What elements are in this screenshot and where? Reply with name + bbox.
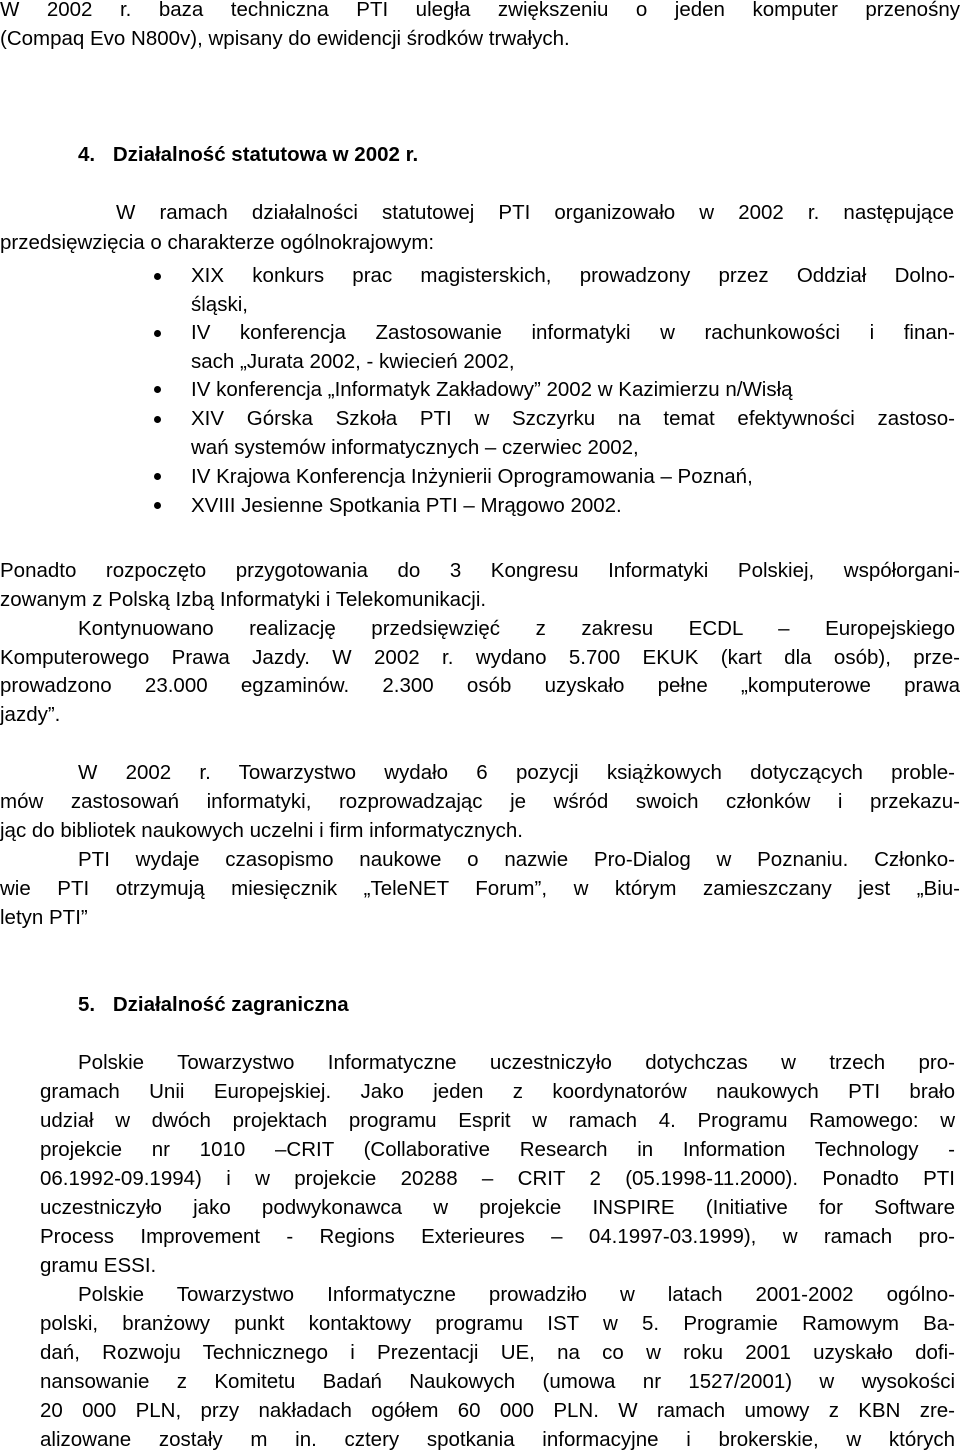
paragraph-line: projekcie nr 1010 –CRIT (Collaborative Research in Information Technology - (40, 1138, 955, 1161)
bullet-icon (154, 416, 161, 423)
section-title: Działalność statutowa w 2002 r. (112, 143, 419, 166)
paragraph-line: W ramach działalności statutowej PTI organizowało w 2002 r. następujące (116, 201, 954, 224)
list-item-line: IV Krajowa Konferencja Inżynierii Oprogramowania – Poznań, (191, 465, 753, 488)
paragraph-line: PTI wydaje czasopismo naukowe o nazwie Pro-Dialog w Poznaniu. Członko- (78, 848, 955, 871)
paragraph-line: Process Improvement - Regions Exterieures – 04.1997-03.1999), w ramach pro- (40, 1225, 955, 1248)
list-item-line: wań systemów informatycznych – czerwiec 2002, (191, 436, 639, 459)
list-item-line: śląski, (191, 293, 248, 316)
intro-line: W 2002 r. baza techniczna PTI uległa zwiększeniu o jeden komputer przenośny (0, 0, 960, 21)
paragraph-line: gramach Unii Europejskiej. Jako jeden z koordynatorów naukowych PTI brało (40, 1080, 955, 1103)
paragraph-line: Ponadto rozpoczęto przygotowania do 3 Kongresu Informatyki Polskiej, współorgani- (0, 559, 960, 582)
bullet-icon (154, 473, 161, 480)
paragraph-line: alizowane zostały m in. cztery spotkania informacyjne i brokerskie, w których (40, 1428, 955, 1451)
bullet-icon (154, 330, 161, 337)
paragraph-line: W 2002 r. Towarzystwo wydało 6 pozycji książkowych dotyczących proble- (78, 761, 955, 784)
section-number: 4. (78, 143, 96, 166)
bullet-icon (154, 386, 161, 393)
paragraph-line: jąc do bibliotek naukowych uczelni i firm informatycznych. (0, 819, 523, 842)
bullet-icon (154, 502, 161, 509)
paragraph-line: gramu ESSI. (40, 1254, 157, 1277)
paragraph-line: Polskie Towarzystwo Informatyczne uczestniczyło dotychczas w trzech pro- (78, 1051, 955, 1074)
section-number: 5. (78, 993, 96, 1016)
paragraph-line: przedsięwzięcia o charakterze ogólnokrajowym: (0, 231, 435, 254)
paragraph-line: udział w dwóch projektach programu Esprit w ramach 4. Programu Ramowego: w (40, 1109, 955, 1132)
list-item-line: XIX konkurs prac magisterskich, prowadzony przez Oddział Dolno- (191, 264, 955, 287)
paragraph-line: prowadzono 23.000 egzaminów. 2.300 osób uzyskało pełne „komputerowe prawa (0, 674, 960, 697)
paragraph-line: uczestniczyło jako podwykonawca w projekcie INSPIRE (Initiative for Software (40, 1196, 955, 1219)
paragraph-line: zowanym z Polską Izbą Informatyki i Telekomunikacji. (0, 588, 487, 611)
section-heading (78, 990, 778, 1020)
list-item-line: IV konferencja „Informatyk Zakładowy” 2002 w Kazimierzu n/Wisłą (191, 378, 793, 401)
bullet-icon (154, 273, 161, 280)
list-item-line: IV konferencja Zastosowanie informatyki w rachunkowości i finan- (191, 321, 955, 344)
paragraph-line: wie PTI otrzymują miesięcznik „TeleNET Forum”, w którym zamieszczany jest „Biu- (0, 877, 960, 900)
paragraph-line: nansowanie z Komitetu Badań Naukowych (umowa nr 1527/2001) w wysokości (40, 1370, 955, 1393)
section-heading (78, 140, 778, 170)
paragraph-line: jazdy”. (0, 703, 61, 726)
paragraph-line: 20 000 PLN, przy nakładach ogółem 60 000 PLN. W ramach umowy z KBN zre- (40, 1399, 955, 1422)
paragraph-line: Kontynuowano realizację przedsięwzięć z zakresu ECDL – Europejskiego (78, 617, 955, 640)
paragraph-line: 06.1992-09.1994) i w projekcie 20288 – CRIT 2 (05.1998-11.2000). Ponadto PTI (40, 1167, 955, 1190)
paragraph-line: letyn PTI” (0, 906, 88, 929)
intro-line: (Compaq Evo N800v), wpisany do ewidencji środków trwałych. (0, 27, 570, 50)
paragraph-line: Polskie Towarzystwo Informatyczne prowadziło w latach 2001-2002 ogólno- (78, 1283, 955, 1306)
paragraph-line: Komputerowego Prawa Jazdy. W 2002 r. wydano 5.700 EKUK (kart dla osób), prze- (0, 646, 960, 669)
paragraph-line: mów zastosowań informatyki, rozprowadzając je wśród swoich członków i przekazu- (0, 790, 960, 813)
paragraph-line: dań, Rozwoju Technicznego i Prezentacji UE, na co w roku 2001 uzyskało dofi- (40, 1341, 955, 1364)
list-item-line: XVIII Jesienne Spotkania PTI – Mrągowo 2002. (191, 494, 622, 517)
list-item-line: XIV Górska Szkoła PTI w Szczyrku na temat efektywności zastoso- (191, 407, 955, 430)
list-item-line: sach „Jurata 2002, - kwiecień 2002, (191, 350, 515, 373)
section-title: Działalność zagraniczna (112, 993, 349, 1016)
paragraph-line: polski, branżowy punkt kontaktowy programu IST w 5. Programie Ramowym Ba- (40, 1312, 955, 1335)
